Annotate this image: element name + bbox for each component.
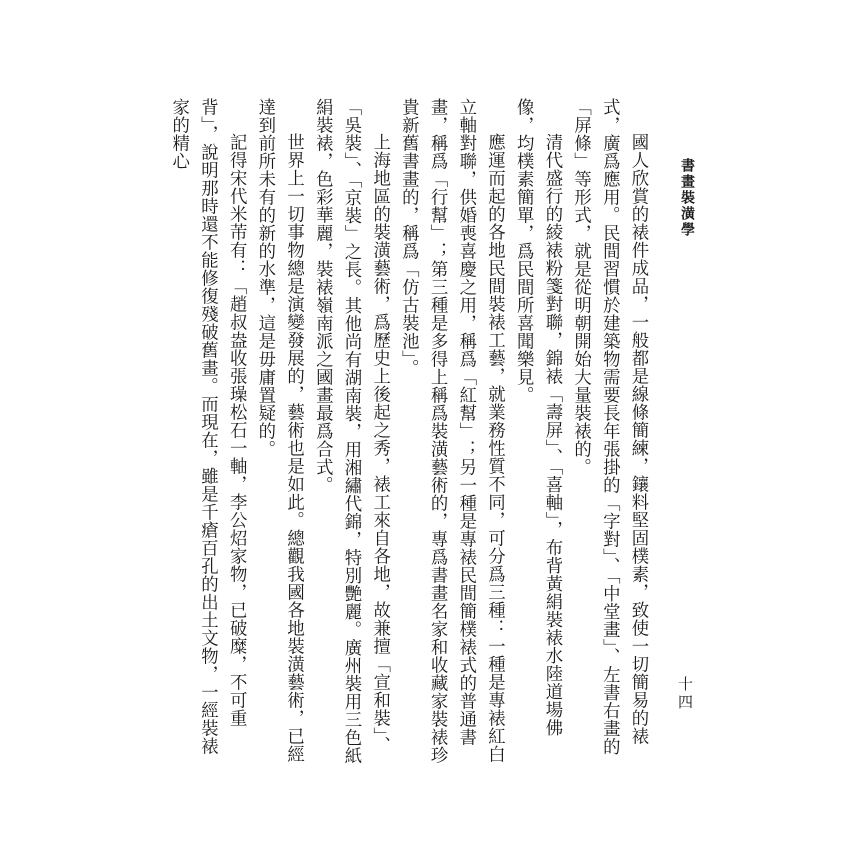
paragraph: 應運而起的各地民間裝裱工藝，就業務性質不同，可分爲三種：一種是專裱紅白立軸對聯，供婚喪喜慶之用，稱爲「紅幫」；另一種是專裱民間簡樸裱式的普通書畫，稱爲「行幫」；第三種是多得上稱爲裝潢藝術的，專爲書畫名家和收藏家裝裱珍貴新舊書畫的，稱爲「仿古裝池」。 xyxy=(398,98,505,764)
paragraph: 世界上一切事物總是演變發展的，藝術也是如此。總觀我國各地裝潢藝術，已經達到前所未有的新的水準，這是毋庸置疑的。 xyxy=(254,98,304,763)
running-header-title: 書畫裝潢學 xyxy=(679,158,695,238)
paragraph: 國人欣賞的裱件成品，一般都是線條簡練，鑲料堅固樸素，致使一切簡易的裱式，廣爲應用。民間習慣於建築物需要長年張掛的「字對」、「中堂畫」、左書右畫的「屏條」等形式，就是從明朝開始大量裝裱的。 xyxy=(570,98,648,756)
paragraph: 上海地區的裝潢藝術，爲歷史上後起之秀，裱工來自各地，故兼擅「宣和裝」、「吳裝」、「京裝」之長。其他尚有湖南裝，用湘繡代錦，特別艷麗。廣州裝用三色紙絹裝裱，色彩華麗，裝裱嶺南派之國畫最爲合式。 xyxy=(312,98,390,765)
page-number: 十四 xyxy=(676,676,694,712)
body-text xyxy=(164,98,652,768)
paragraph: 記得宋代米芾有：「趙叔盎收張璪松石一軸，李公炤家物，已破糜，不可重背」，說明那時還不能修復殘破舊畫。而現在，雖是千瘡百孔的出土文物，一經裝裱家的精心 xyxy=(168,98,247,756)
paragraph: 清代盛行的綾裱粉箋對聯，錦裱「壽屏」、「喜軸」，布背黃絹裝裱水陸道場佛像，均樸素簡單，爲民間所喜聞樂見。 xyxy=(513,98,562,737)
